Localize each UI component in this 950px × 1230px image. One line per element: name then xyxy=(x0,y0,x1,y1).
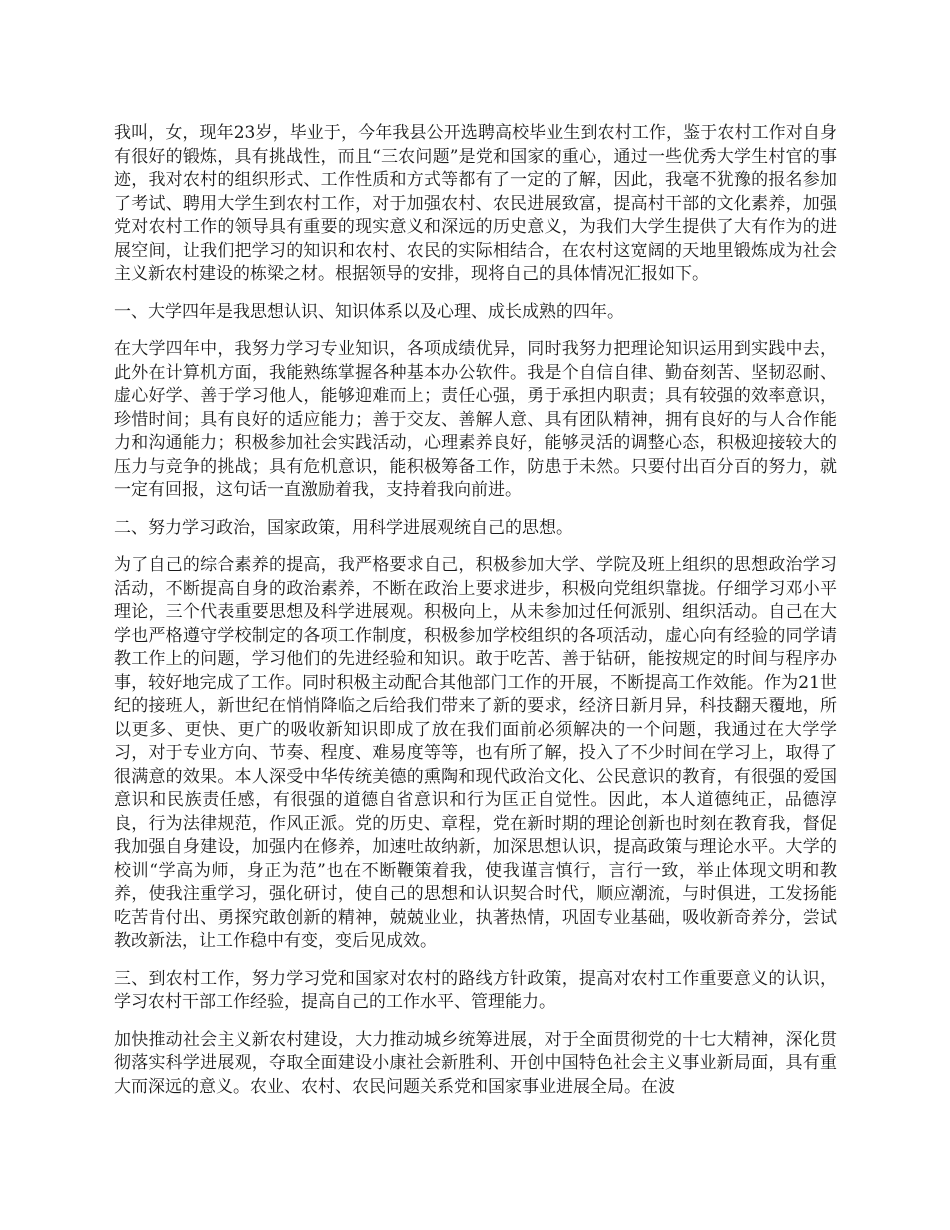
section-paragraph-3: 加快推动社会主义新农村建设，大力推动城乡统筹进展，对于全面贯彻党的十七大精神，深化贯彻落实科学进展观，夺取全面建设小康社会新胜利、开创中国特色社会主义事业新局面，具有重大而深远的意义。农业、农村、农民问题关系党和国家事业进展全局。在波 xyxy=(114,1029,837,1097)
intro-paragraph: 我叫，女，现年23岁，毕业于，今年我县公开选聘高校毕业生到农村工作，鉴于农村工作对自身有很好的锻炼，具有挑战性，而且“三农问题”是党和国家的重心，通过一些优秀大学生村官的事迹，我对农村的组织形式、工作性质和方式等都有了一定的了解，因此，我毫不犹豫的报名参加了考试、聘用大学生到农村工作，对于加强农村、农民进展致富，提高村干部的文化素养，加强党对农村工作的领导具有重要的现实意义和深远的历史意义，为我们大学生提供了大有作为的进展空间，让我们把学习的知识和农村、农民的实际相结合，在农村这宽阔的天地里锻炼成为社会主义新农村建设的栋梁之材。根据领导的安排，现将自己的具体情况汇报如下。 xyxy=(114,123,837,284)
section-heading-1: 一、大学四年是我思想认识、知识体系以及心理、成长成熟的四年。 xyxy=(114,301,624,322)
section-heading-2: 二、努力学习政治，国家政策，用科学进展观统自己的思想。 xyxy=(114,517,573,538)
section-heading-3: 三、到农村工作，努力学习党和国家对农村的路线方针政策，提高对农村工作重要意义的认识，学习农村干部工作经验，提高自己的工作水平、管理能力。 xyxy=(114,968,837,1012)
section-paragraph-2: 为了自己的综合素养的提高，我严格要求自己，积极参加大学、学院及班上组织的思想政治学习活动，不断提高自身的政治素养，不断在政治上要求进步，积极向党组织靠拢。仔细学习邓小平理论，三个代表重要思想及科学进展观。积极向上，从未参加过任何派别、组织活动。自己在大学也严格遵守学校制定的各项工作制度，积极参加学校组织的各项活动，虚心向有经验的同学请教工作上的问题，学习他们的先进经验和知识。敢于吃苦、善于钻研，能按规定的时间与程序办事，较好地完成了工作。同时积极主动配合其他部门工作的开展，不断提高工作效能。作为21世纪的接班人，新世纪在悄悄降临之后给我们带来了新的要求，经济日新月异，科技翻天覆地，所以更多、更快、更广的吸收新知识即成了放在我们面前必须解决的一个问题，我通过在大学学习，对于专业方向、节奏、程度、难易度等等，也有所了解，投入了不少时间在学习上，取得了很满意的效果。本人深受中华传统美德的熏陶和现代政治文化、公民意识的教育，有很强的爱国意识和民族责任感，有很强的道德自省意识和行为匡正自觉性。因此，本人道德纯正，品德淳良，行为法律规范，作风正派。党的历史、章程，党在新时期的理论创新也时刻在教育我，督促我加强自身建设，加强内在修养，加速吐故纳新，加深思想认识，提高政策与理论水平。大学的校训“学高为师，身正为范”也在不断鞭策着我，使我谨言慎行，言行一致，举止体现文明和教养，使我注重学习，强化研讨，使自己的思想和认识契合时代，顺应潮流，与时俱进，工发扬能吃苦肯付出、勇探究敢创新的精神，兢兢业业，执著热情，巩固专业基础，吸收新奇养分，尝试教改新法，让工作稳中有变，变后见成效。 xyxy=(114,555,837,951)
section-paragraph-1: 在大学四年中，我努力学习专业知识，各项成绩优异，同时我努力把理论知识运用到实践中去，此外在计算机方面，我能熟练掌握各种基本办公软件。我是个自信自律、勤奋刻苦、坚韧忍耐、虚心好学、善于学习他人，能够迎难而上；责任心强，勇于承担内职责；具有较强的效率意识，珍惜时间；具有良好的适应能力；善于交友、善解人意、具有团队精神，拥有良好的与人合作能力和沟通能力；积极参加社会实践活动，心理素养良好，能够灵活的调整心态，积极迎接较大的压力与竞争的挑战；具有危机意识，能积极筹备工作，防患于未然。只要付出百分百的努力，就一定有回报，这句话一直激励着我，支持着我向前进。 xyxy=(114,339,837,500)
document-body xyxy=(114,122,837,1113)
